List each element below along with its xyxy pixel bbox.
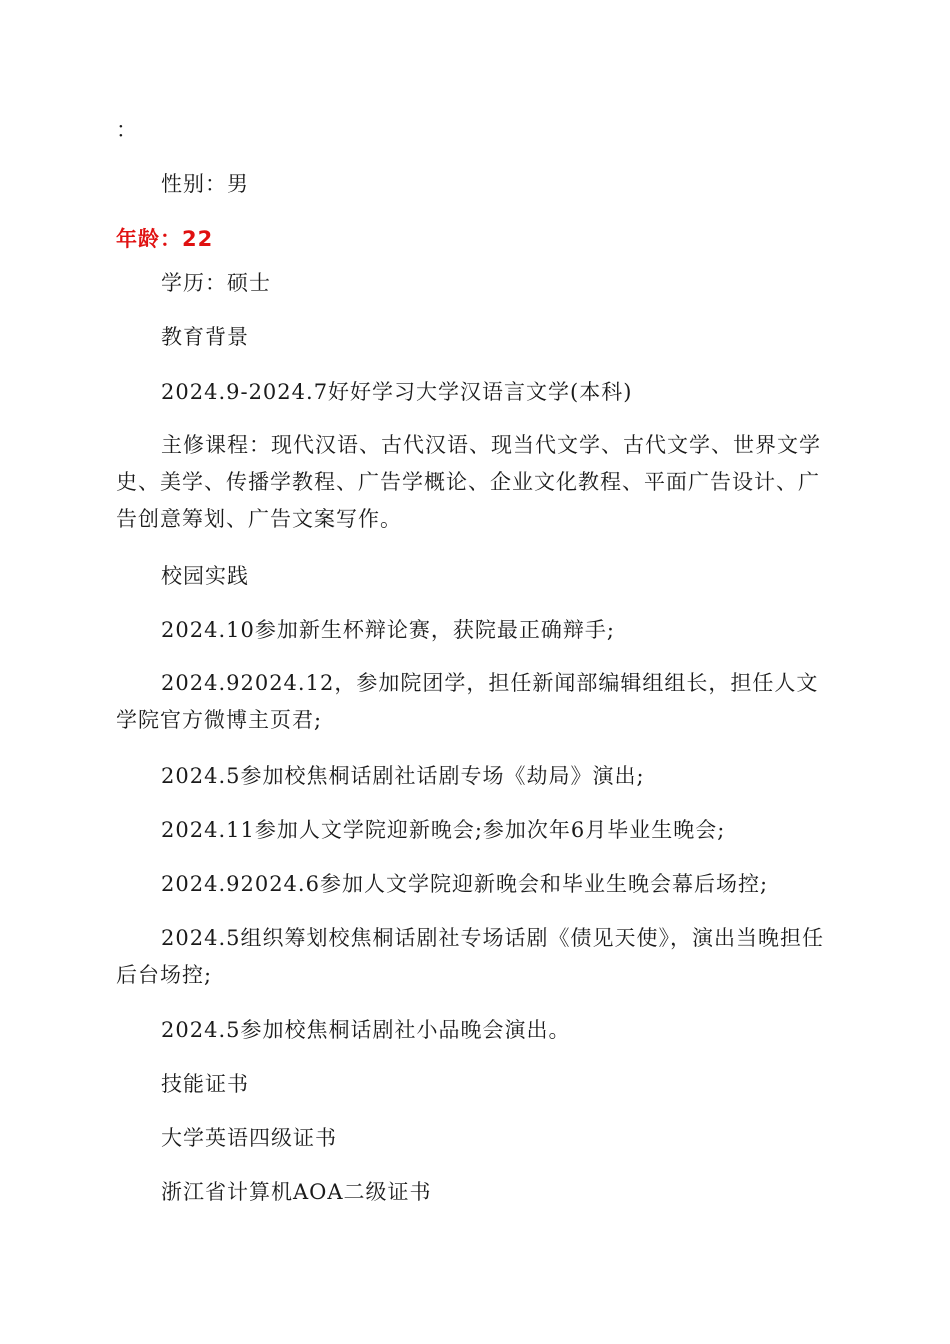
education-entry: 2024.9-2024.7好好学习大学汉语言文学(本科) xyxy=(161,380,633,404)
courses-paragraph: 主修课程：现代汉语、古代汉语、现当代文学、古代文学、世界文学史、美学、传播学教程、广告学概论、企业文化教程、平面广告设计、广告创意筹划、广告文案写作。 xyxy=(116,433,821,531)
gender-field: 性别：男 xyxy=(161,172,249,196)
skills-item: 大学英语四级证书 xyxy=(161,1126,337,1150)
education-heading: 教育背景 xyxy=(161,325,249,349)
skills-heading: 技能证书 xyxy=(161,1072,249,1096)
campus-item: 2024.5组织筹划校焦桐话剧社专场话剧《债见天使》，演出当晚担任后台场控; xyxy=(116,926,824,987)
campus-item: 2024.5参加校焦桐话剧社话剧专场《劫局》演出; xyxy=(161,764,645,788)
skills-item: 浙江省计算机AOA二级证书 xyxy=(161,1180,432,1204)
age-field: 年龄：22 xyxy=(116,227,214,251)
campus-item: 2024.92024.12，参加院团学，担任新闻部编辑组组长，担任人文学院官方微博主页君; xyxy=(116,671,819,732)
degree-field: 学历：硕士 xyxy=(161,271,271,295)
campus-item: 2024.92024.6参加人文学院迎新晚会和毕业生晚会幕后场控; xyxy=(161,872,769,896)
campus-item: 2024.5参加校焦桐话剧社小品晚会演出。 xyxy=(161,1018,571,1042)
campus-item: 2024.10参加新生杯辩论赛，获院最正确辩手; xyxy=(161,618,615,642)
colon-line: ： xyxy=(116,118,138,142)
campus-item: 2024.11参加人文学院迎新晚会;参加次年6月毕业生晚会; xyxy=(161,818,726,842)
campus-heading: 校园实践 xyxy=(161,564,249,588)
